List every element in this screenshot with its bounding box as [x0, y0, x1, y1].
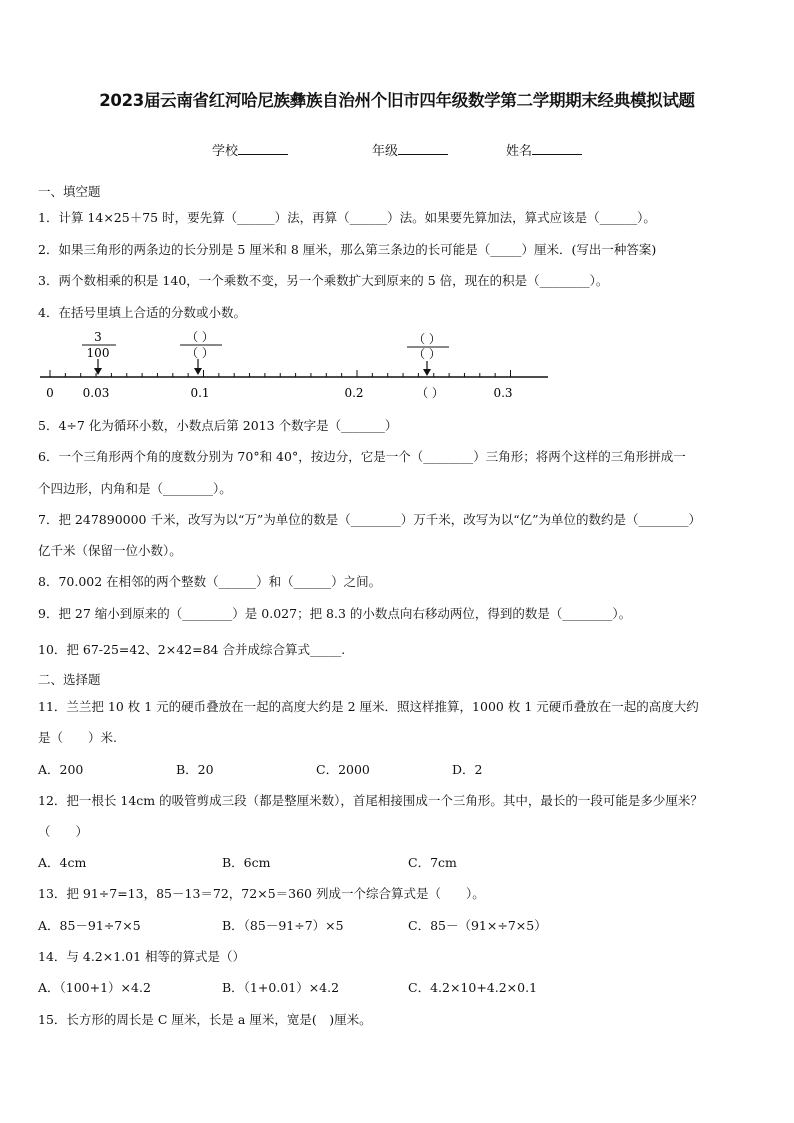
name-blank	[532, 142, 582, 155]
arrow-blank-2	[423, 361, 431, 376]
q14-option-c: C．4.2×10+4.2×0.1	[408, 980, 538, 995]
q13-option-a: A．85－91÷7×5	[38, 918, 141, 933]
q11-option-a: A．200	[38, 762, 84, 777]
arrow-blank-1	[194, 359, 202, 375]
question-1: 1．计算 14×25＋75 时，要先算（______）法，再算（______）法。如果要先算加法，算式应该是（______）。	[38, 210, 656, 225]
blank-fraction-1-bottom: （ ）	[186, 346, 214, 360]
question-11-line-1: 11．兰兰把 10 枚 1 元的硬币叠放在一起的高度大约是 2 厘米．照这样推算，1000 枚 1 元硬币叠放在一起的高度大约	[38, 699, 699, 714]
blank-fraction-1	[180, 330, 222, 360]
blank-fraction-2-bottom: （ ）	[413, 347, 441, 361]
q12-option-a: A．4cm	[38, 855, 87, 870]
number-line-figure	[0, 327, 794, 407]
question-5: 5．4÷7 化为循环小数，小数点后第 2013 个数字是（_______）	[38, 418, 398, 433]
grade-field	[372, 140, 448, 159]
q11-option-c: C．2000	[316, 762, 370, 777]
q14-option-a: A．（100+1）×4.2	[38, 980, 151, 995]
question-2: 2．如果三角形的两条边的长分别是 5 厘米和 8 厘米，那么第三条边的长可能是（_____）厘米．(写出一种答案)	[38, 242, 657, 257]
school-label: 学校	[212, 144, 239, 159]
question-7-line-2: 亿千米（保留一位小数）。	[38, 543, 182, 558]
name-field	[506, 140, 582, 159]
question-12-line-1: 12．把一根长 14cm 的吸管剪成三段（都是整厘米数），首尾相接围成一个三角形。其中，最长的一段可能是多少厘米？	[38, 793, 703, 808]
tick-label-blank: （ ）	[416, 386, 444, 400]
question-8: 8．70.002 在相邻的两个整数（______）和（______）之间。	[38, 574, 382, 589]
blank-fraction-1-top: （ ）	[186, 330, 214, 344]
fraction-denominator: 100	[86, 346, 110, 360]
page-title: 2023届云南省红河哈尼族彝族自治州个旧市四年级数学第二学期期末经典模拟试题	[99, 91, 695, 110]
question-9: 9．把 27 缩小到原来的（________）是 0.027；把 8.3 的小数点向右移动两位，得到的数是（________）。	[38, 606, 632, 621]
grade-blank	[398, 142, 448, 155]
question-11-line-2: 是（ ）米.	[38, 730, 117, 745]
tick-label-0: 0	[46, 386, 54, 400]
fraction-numerator: 3	[94, 330, 102, 344]
question-6-line-1: 6．一个三角形两个角的度数分别为 70°和 40°，按边分，它是一个（________）三角形；将两个这样的三角形拼成一	[38, 449, 686, 464]
tick-label-0-3: 0.3	[493, 386, 513, 400]
section-fill-heading: 一、填空题	[38, 184, 101, 199]
question-14: 14．与 4.2×1.01 相等的算式是（）	[38, 949, 246, 964]
school-field	[212, 140, 288, 159]
q11-option-d: D．2	[452, 762, 483, 777]
q14-option-b: B．（1+0.01）×4.2	[222, 980, 340, 995]
question-13: 13．把 91÷7=13，85－13＝72，72×5＝360 列成一个综合算式是（ ）。	[38, 886, 485, 901]
school-blank	[238, 142, 288, 155]
q13-option-c: C．85－（91×÷7×5）	[408, 918, 547, 933]
tick-label-0-1: 0.1	[190, 386, 210, 400]
arrow-0-03	[94, 359, 102, 375]
name-label: 姓名	[506, 144, 533, 159]
fraction-3-100	[82, 330, 116, 360]
number-line-ticks	[50, 370, 511, 377]
question-6-line-2: 个四边形，内角和是（________）。	[38, 481, 232, 496]
question-15: 15．长方形的周长是 C 厘米，长是 a 厘米，宽是( )厘米。	[38, 1012, 372, 1027]
question-3: 3．两个数相乘的积是 140，一个乘数不变，另一个乘数扩大到原来的 5 倍，现在的积是（________）。	[38, 273, 609, 288]
tick-label-0-2: 0.2	[344, 386, 364, 400]
question-7-line-1: 7．把 247890000 千米，改写为以“万”为单位的数是（________）万千米，改写为以“亿”为单位的数约是（________）	[38, 512, 702, 527]
section-choice-heading: 二、选择题	[38, 672, 101, 687]
question-10: 10．把 67-25=42、2×42=84 合并成综合算式_____.	[38, 642, 346, 657]
blank-fraction-2-top: （ ）	[413, 332, 441, 346]
question-12-line-2: （ ）	[38, 824, 89, 839]
q13-option-b: B．（85－91÷7）×5	[222, 918, 344, 933]
q12-option-c: C．7cm	[408, 855, 457, 870]
q12-option-b: B．6cm	[222, 855, 271, 870]
q11-option-b: B．20	[176, 762, 214, 777]
tick-label-0-03: 0.03	[82, 386, 110, 400]
question-4: 4．在括号里填上合适的分数或小数。	[38, 305, 246, 320]
grade-label: 年级	[372, 144, 399, 159]
blank-fraction-2	[407, 332, 449, 361]
